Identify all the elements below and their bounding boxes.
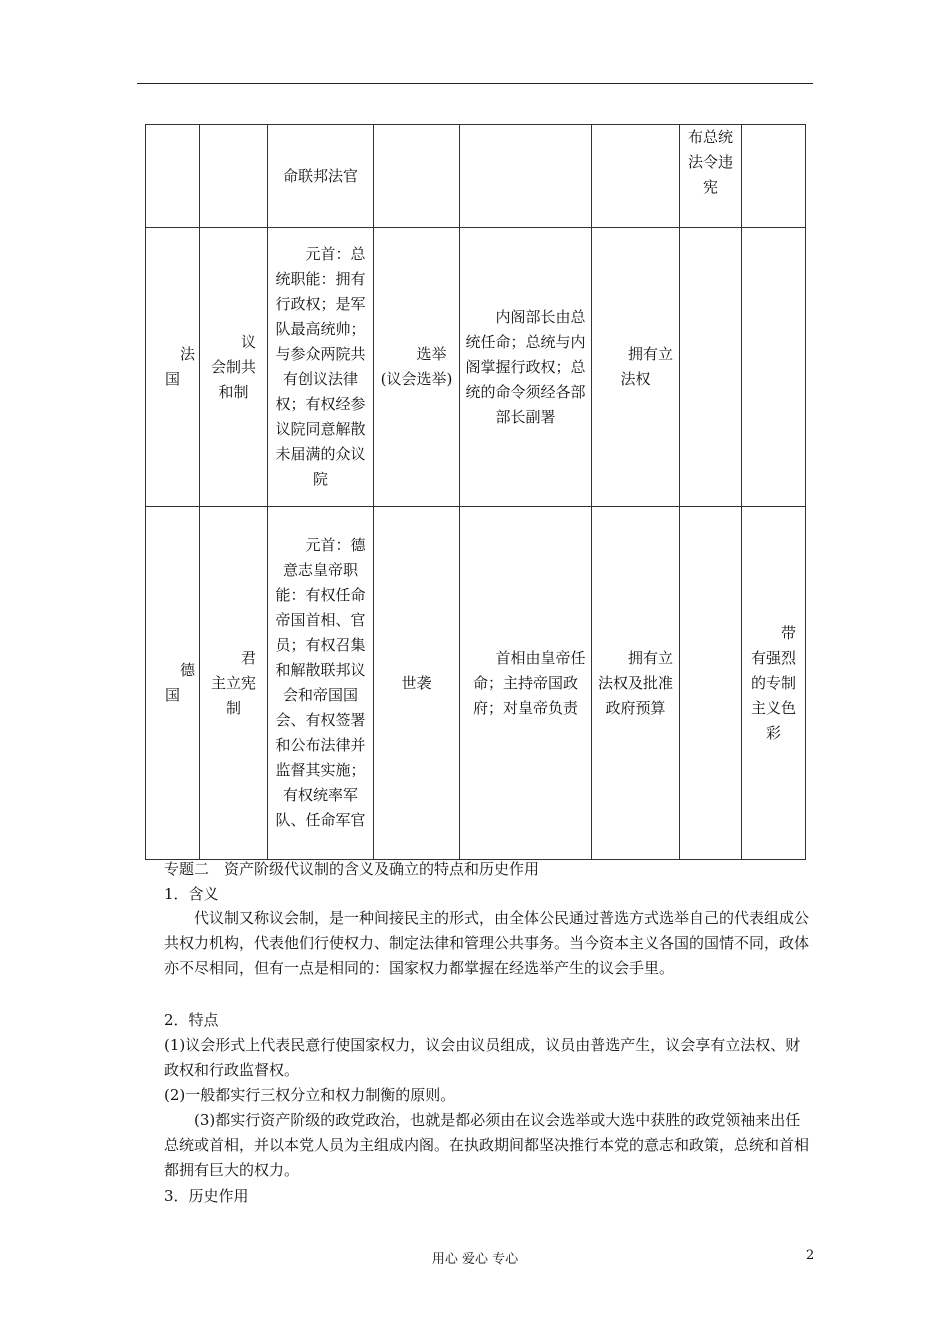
section-heading: 2．特点 xyxy=(164,1011,219,1029)
selection-text: 世袭 xyxy=(401,673,432,692)
legislature-cell xyxy=(592,507,680,860)
system-name: 君主立宪制 xyxy=(210,648,256,717)
cabinet-text: 内阁部长由总统任命；总统与内阁掌握行政权；总统的命令须经各部部长副署 xyxy=(465,307,586,426)
page-number: 2 xyxy=(806,1248,815,1263)
cell-text: 布总统法令违宪 xyxy=(687,128,733,196)
table-row xyxy=(146,507,806,860)
cabinet-cell xyxy=(460,507,592,860)
country-name: 德国 xyxy=(164,661,196,704)
comparison-table xyxy=(145,124,806,860)
table-cell xyxy=(374,125,460,228)
topic-title: 专题二 资产阶级代议制的含义及确立的特点和历史作用 xyxy=(164,860,540,878)
cell-text: 命联邦法官 xyxy=(282,166,358,185)
paragraph: (2)一般都实行三权分立和权力制衡的原则。 xyxy=(164,1086,456,1104)
country-cell xyxy=(146,507,200,860)
table-cell xyxy=(146,125,200,228)
feature-cell xyxy=(742,228,806,507)
system-cell xyxy=(200,228,268,507)
legislature-cell xyxy=(592,228,680,507)
selection-cell xyxy=(374,507,460,860)
paragraph: (1)议会形式上代表民意行使国家权力，议会由议员组成，议员由普选产生，议会享有立法权、财政权和行政监督权。 xyxy=(164,1036,801,1079)
head-text: 元首：德意志皇帝职能：有权任命帝国首相、官员；有权召集和解散联邦议会和帝国国会、有权签署和公布法律并监督其实施；有权统率军队、任命军官 xyxy=(275,536,366,829)
table-cell xyxy=(680,125,742,228)
head-cell xyxy=(268,228,374,507)
selection-text: 选举(议会选举) xyxy=(380,345,453,388)
cabinet-cell xyxy=(460,228,592,507)
table-row xyxy=(146,125,806,228)
country-name: 法国 xyxy=(164,345,196,388)
header-rule xyxy=(137,83,813,84)
court-cell xyxy=(680,228,742,507)
footer-text: 用心 爱心 专心 xyxy=(431,1252,519,1267)
selection-cell xyxy=(374,228,460,507)
legislature-text: 拥有立法权 xyxy=(620,345,673,388)
system-name: 议会制共和制 xyxy=(210,332,256,401)
paragraph: 代议制又称议会制，是一种间接民主的形式，由全体公民通过普选方式选举自己的代表组成公共权力机构，代表他们行使权力、制定法律和管理公共事务。当今资本主义各国的国情不同，政体亦不尽相同，但有一点是相同的：国家权力都掌握在经选举产生的议会手里。 xyxy=(164,909,810,977)
head-cell xyxy=(268,507,374,860)
table-cell xyxy=(268,125,374,228)
cabinet-text: 首相由皇帝任命；主持帝国政府；对皇帝负责 xyxy=(472,648,586,717)
country-cell xyxy=(146,228,200,507)
feature-text: 带有强烈 的专制主义色彩 xyxy=(750,623,796,742)
court-cell xyxy=(680,507,742,860)
head-text: 元首：总统职能：拥有行政权；是军队最高统帅；与参众两院共有创议法律权；有权经参议院同意解散未届满的众议院 xyxy=(275,245,366,488)
feature-cell xyxy=(742,507,806,860)
table-row xyxy=(146,228,806,507)
table-cell xyxy=(742,125,806,228)
table-cell xyxy=(460,125,592,228)
table-cell xyxy=(200,125,268,228)
system-cell xyxy=(200,507,268,860)
section-heading: 3．历史作用 xyxy=(164,1187,249,1205)
table-cell xyxy=(592,125,680,228)
paragraph: (3)都实行资产阶级的政党政治，也就是都必须由在议会选举或大选中获胜的政党领袖来出任总统或首相，并以本党人员为主组成内阁。在执政期间都坚决推行本党的意志和政策，总统和首相都拥有巨大的权力。 xyxy=(164,1111,810,1179)
section-heading: 1．含义 xyxy=(164,885,219,903)
legislature-text: 拥有立法权及批准政府预算 xyxy=(597,648,673,717)
